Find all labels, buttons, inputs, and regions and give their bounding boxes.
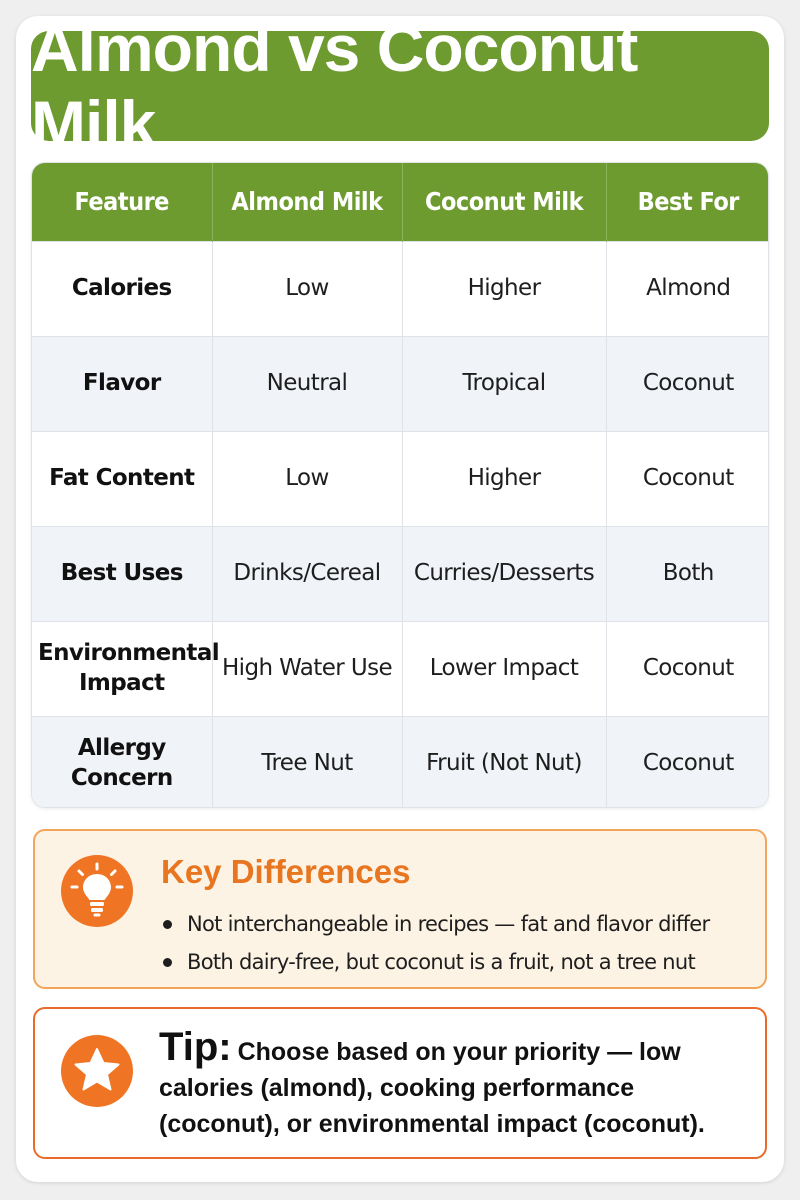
row-coconut-value: Curries/Desserts bbox=[402, 526, 606, 621]
row-feature: Best Uses bbox=[32, 526, 212, 621]
row-coconut-value: Higher bbox=[402, 241, 606, 336]
table-row bbox=[32, 526, 769, 621]
row-almond-value: Low bbox=[212, 431, 402, 526]
table-row bbox=[32, 336, 769, 431]
row-feature: Allergy Concern bbox=[32, 716, 212, 808]
key-differences-title: Key Differences bbox=[161, 853, 411, 890]
row-best-for: Coconut bbox=[606, 431, 769, 526]
infographic-card bbox=[16, 11, 784, 1182]
tip-box bbox=[33, 1007, 767, 1159]
header-best-for: Best For bbox=[606, 163, 769, 241]
row-coconut-value: Lower Impact bbox=[402, 621, 606, 716]
row-almond-value: Drinks/Cereal bbox=[212, 526, 402, 621]
list-item bbox=[161, 905, 709, 943]
key-differences-box bbox=[33, 829, 767, 989]
key-differences-list bbox=[161, 905, 709, 981]
row-best-for: Coconut bbox=[606, 336, 769, 431]
tip-label: Tip: bbox=[159, 1025, 232, 1069]
lightbulb-icon bbox=[61, 855, 133, 927]
bullet-icon bbox=[163, 958, 172, 967]
table-row bbox=[32, 431, 769, 526]
row-best-for: Almond bbox=[606, 241, 769, 336]
tip-body: Choose based on your priority — low calories (almond), cooking performance (coconut), or environmental impact (coconut). bbox=[159, 1038, 705, 1138]
row-almond-value: Low bbox=[212, 241, 402, 336]
page-title: Almond vs Coconut Milk bbox=[31, 11, 638, 161]
row-best-for: Coconut bbox=[606, 716, 769, 808]
header-feature: Feature bbox=[32, 163, 212, 241]
row-feature: Environmental Impact bbox=[32, 621, 212, 716]
row-feature: Calories bbox=[32, 241, 212, 336]
row-feature: Fat Content bbox=[32, 431, 212, 526]
comparison-table bbox=[31, 162, 769, 808]
list-item-text: Both dairy-free, but coconut is a fruit, not a tree nut bbox=[187, 950, 696, 974]
row-best-for: Both bbox=[606, 526, 769, 621]
row-almond-value: Neutral bbox=[212, 336, 402, 431]
row-almond-value: High Water Use bbox=[212, 621, 402, 716]
row-best-for: Coconut bbox=[606, 621, 769, 716]
list-item-text: Not interchangeable in recipes — fat and flavor differ bbox=[187, 912, 710, 936]
header-almond-milk: Almond Milk bbox=[212, 163, 402, 241]
table-header-row bbox=[32, 163, 769, 241]
table-row bbox=[32, 241, 769, 336]
title-banner bbox=[31, 11, 769, 161]
row-coconut-value: Tropical bbox=[402, 336, 606, 431]
tip-text bbox=[159, 1025, 749, 1142]
star-icon bbox=[61, 1035, 133, 1107]
row-almond-value: Tree Nut bbox=[212, 716, 402, 808]
list-item bbox=[161, 943, 709, 981]
table-row bbox=[32, 621, 769, 716]
header-coconut-milk: Coconut Milk bbox=[402, 163, 606, 241]
table-row bbox=[32, 716, 769, 808]
bullet-icon bbox=[163, 920, 172, 929]
row-feature: Flavor bbox=[32, 336, 212, 431]
row-coconut-value: Higher bbox=[402, 431, 606, 526]
row-coconut-value: Fruit (Not Nut) bbox=[402, 716, 606, 808]
